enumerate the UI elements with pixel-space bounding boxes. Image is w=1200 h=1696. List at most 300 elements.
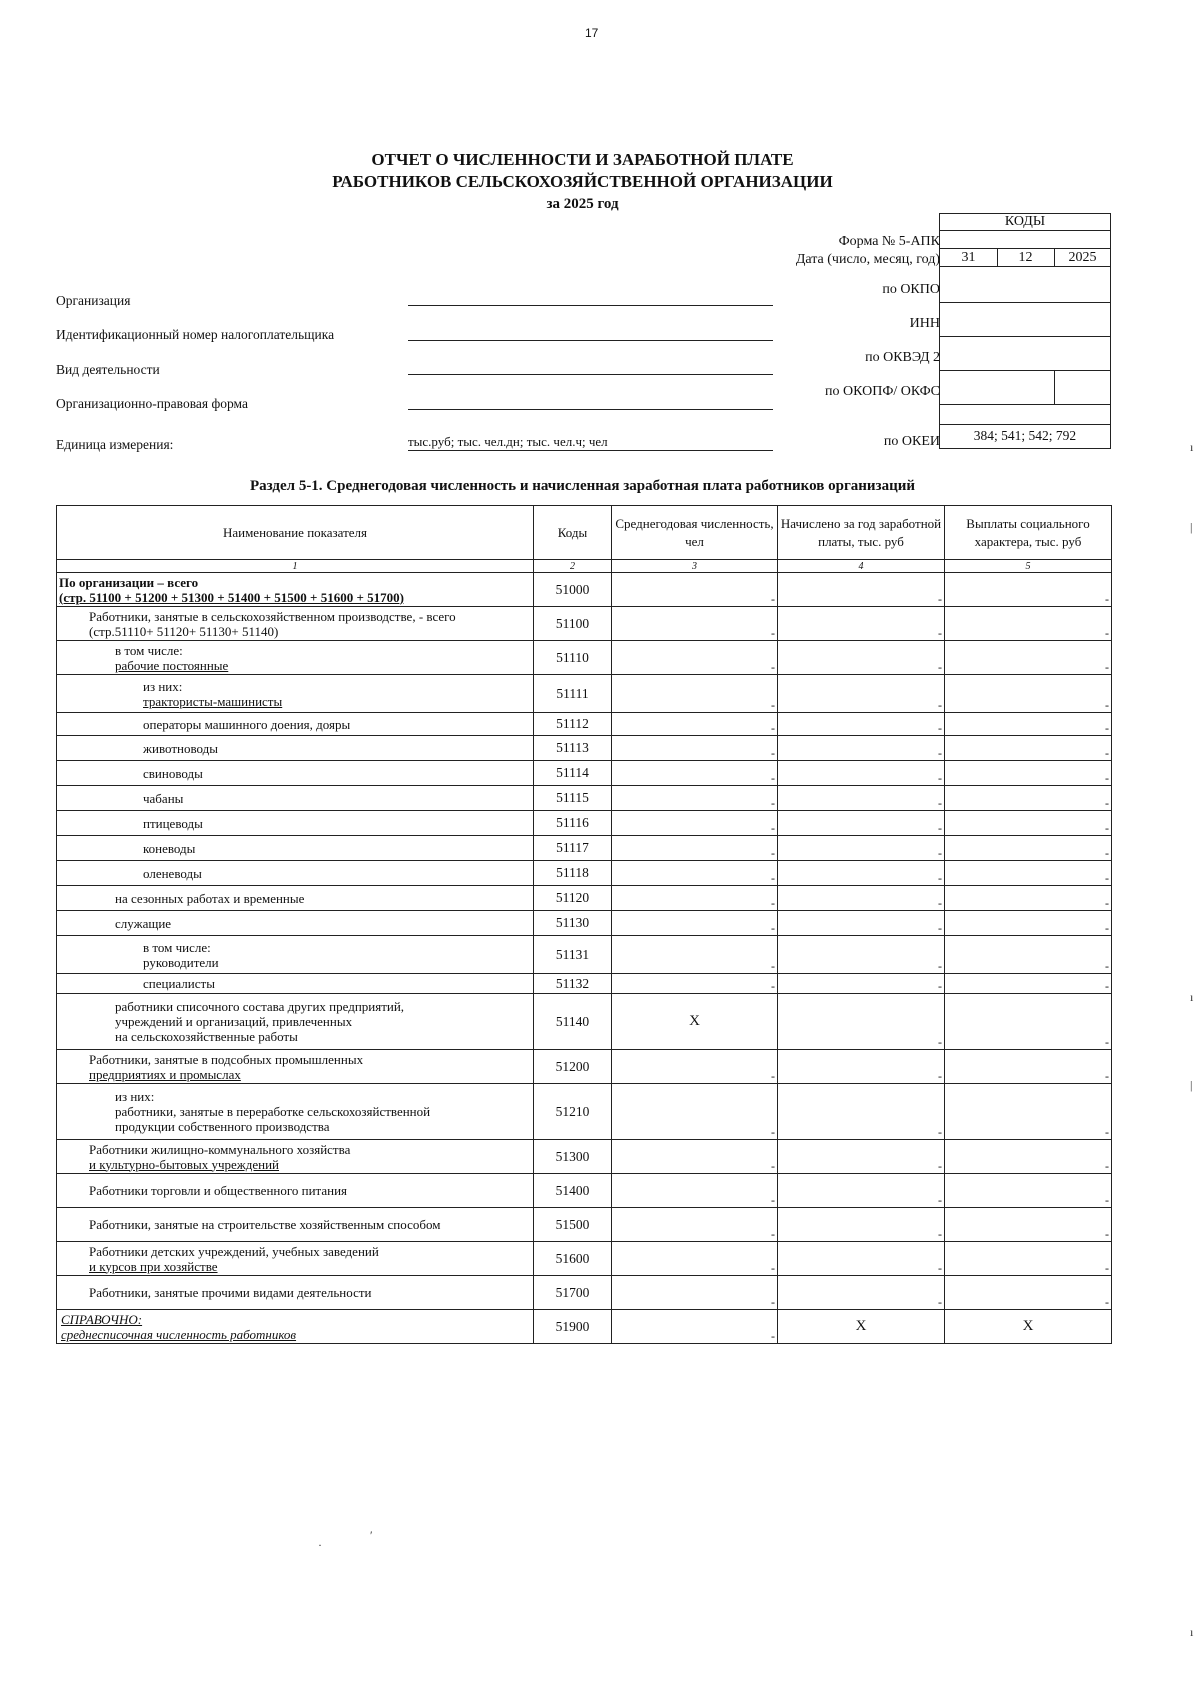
row-name-line: продукции собственного производства	[115, 1119, 330, 1134]
empty-value: -	[771, 821, 775, 835]
codes-header: КОДЫ	[940, 214, 1110, 231]
value-cell[interactable]	[612, 1242, 778, 1276]
okpo-cell[interactable]	[940, 267, 1110, 303]
empty-value: -	[938, 771, 942, 785]
empty-value: -	[771, 921, 775, 935]
empty-value: -	[771, 721, 775, 735]
row-code: 51132	[534, 974, 612, 994]
empty-value: -	[1105, 721, 1109, 735]
legal-form-field[interactable]	[408, 393, 773, 410]
row-name	[57, 1208, 534, 1242]
value-cell[interactable]	[945, 786, 1112, 811]
row-name-line: и культурно-бытовых учреждений	[89, 1156, 280, 1172]
value-cell[interactable]	[778, 994, 945, 1050]
value-cell[interactable]	[778, 786, 945, 811]
empty-value: -	[1105, 1193, 1109, 1207]
row-code: 51111	[534, 675, 612, 713]
table-row	[57, 607, 1112, 641]
okopf-label: по ОКОПФ/ ОКФС	[825, 384, 940, 399]
value-cell[interactable]	[778, 1208, 945, 1242]
value-cell[interactable]	[778, 761, 945, 786]
empty-value: -	[938, 796, 942, 810]
table-row	[57, 861, 1112, 886]
row-code: 51300	[534, 1140, 612, 1174]
row-name-line: чабаны	[143, 790, 184, 806]
empty-value: -	[938, 921, 942, 935]
section-table	[56, 505, 1112, 1344]
codes-box	[939, 213, 1111, 449]
row-name-line: (стр.51110+ 51120+ 51130+ 51140)	[89, 623, 279, 639]
value-cell[interactable]	[778, 1050, 945, 1084]
inn-label: ИНН	[909, 316, 940, 331]
table-row	[57, 1208, 1112, 1242]
value-cell[interactable]	[945, 1242, 1112, 1276]
empty-value: -	[1105, 746, 1109, 760]
value-cell[interactable]	[612, 1208, 778, 1242]
page-number: 17	[585, 26, 599, 40]
empty-value: -	[938, 746, 942, 760]
empty-value: -	[1105, 1227, 1109, 1241]
table-row	[57, 736, 1112, 761]
row-name-line: в том числе:	[143, 939, 211, 955]
value-cell[interactable]	[612, 1310, 778, 1344]
value-cell[interactable]	[945, 713, 1112, 736]
value-cell[interactable]	[612, 786, 778, 811]
row-name	[57, 1242, 534, 1276]
okopf-cell[interactable]	[940, 371, 1110, 405]
value-cell[interactable]	[612, 1084, 778, 1140]
empty-value: -	[1105, 1035, 1109, 1049]
okved-label: по ОКВЭД 2	[865, 350, 940, 365]
form-label: Форма № 5-АПК	[838, 234, 940, 249]
empty-value: -	[771, 1329, 775, 1343]
empty-value: -	[771, 1159, 775, 1173]
value-cell[interactable]	[945, 1084, 1112, 1140]
okved-cell[interactable]	[940, 337, 1110, 371]
value-cell[interactable]	[778, 675, 945, 713]
value-cell[interactable]	[945, 1174, 1112, 1208]
row-code: 51600	[534, 1242, 612, 1276]
activity-field[interactable]	[408, 358, 773, 375]
legal-form-label: Организационно-правовая форма	[56, 396, 248, 411]
header-name: Наименование показателя	[57, 506, 534, 560]
empty-value: -	[938, 721, 942, 735]
row-name-line: свиноводы	[143, 765, 203, 781]
row-name-line: коневоды	[143, 840, 196, 856]
date-month: 12	[997, 249, 1055, 266]
empty-value: -	[1105, 1069, 1109, 1083]
value-cell[interactable]	[945, 994, 1112, 1050]
value-cell[interactable]	[612, 1140, 778, 1174]
na-mark: X	[689, 1013, 700, 1029]
inn-cell[interactable]	[940, 303, 1110, 337]
value-cell[interactable]	[945, 974, 1112, 994]
row-name-line: из них:	[115, 1089, 155, 1104]
organization-label: Организация	[56, 293, 131, 308]
row-code: 51200	[534, 1050, 612, 1084]
empty-value: -	[771, 746, 775, 760]
row-name	[57, 836, 534, 861]
empty-value: -	[938, 871, 942, 885]
row-name-line: работники списочного состава других предприятий,	[115, 999, 405, 1014]
row-code: 51100	[534, 607, 612, 641]
value-cell[interactable]	[778, 1084, 945, 1140]
empty-value: -	[938, 1261, 942, 1275]
row-name	[57, 1276, 534, 1310]
scan-mark: |	[1190, 520, 1193, 534]
empty-value: -	[771, 846, 775, 860]
empty-value: -	[938, 896, 942, 910]
value-cell[interactable]	[778, 936, 945, 974]
report-year: за 2025 год	[546, 196, 619, 212]
col-number: 4	[778, 560, 945, 573]
row-name-line: СПРАВОЧНО:	[61, 1311, 143, 1327]
row-name	[57, 713, 534, 736]
row-name	[57, 1174, 534, 1208]
empty-value: -	[1105, 796, 1109, 810]
table-row	[57, 675, 1112, 713]
row-name	[57, 1050, 534, 1084]
value-cell[interactable]	[945, 811, 1112, 836]
value-cell[interactable]	[945, 1208, 1112, 1242]
row-name-line: из них:	[143, 678, 183, 694]
row-name-line: на сельскохозяйственные работы	[115, 1029, 298, 1044]
header-social: Выплаты социального характера, тыс. руб	[945, 506, 1112, 560]
table-row	[57, 1140, 1112, 1174]
row-code: 51113	[534, 736, 612, 761]
table-row	[57, 836, 1112, 861]
empty-value: -	[938, 1035, 942, 1049]
empty-value: -	[771, 1227, 775, 1241]
empty-value: -	[771, 796, 775, 810]
row-name-line: в том числе:	[115, 642, 183, 658]
row-code: 51120	[534, 886, 612, 911]
value-cell[interactable]	[945, 861, 1112, 886]
row-name	[57, 811, 534, 836]
okpo-label: по ОКПО	[882, 282, 940, 297]
scan-mark: ı	[1190, 440, 1194, 454]
table-row	[57, 911, 1112, 936]
row-name	[57, 736, 534, 761]
row-code: 51114	[534, 761, 612, 786]
value-cell[interactable]	[778, 974, 945, 994]
table-row	[57, 761, 1112, 786]
row-name-line: на сезонных работах и временные	[115, 890, 305, 906]
row-name-line: Работники детских учреждений, учебных заведений	[89, 1243, 379, 1259]
empty-value: -	[771, 592, 775, 606]
row-name	[57, 641, 534, 675]
na-mark: X	[855, 1318, 867, 1334]
row-name	[57, 1084, 534, 1140]
value-cell[interactable]	[612, 911, 778, 936]
table-row	[57, 1242, 1112, 1276]
row-code: 51112	[534, 713, 612, 736]
table-row	[57, 1174, 1112, 1208]
value-cell-na[interactable]	[945, 1310, 1112, 1344]
empty-value: -	[771, 660, 775, 674]
table-row	[57, 573, 1112, 607]
table-row	[57, 886, 1112, 911]
value-cell[interactable]	[778, 811, 945, 836]
table-row	[57, 994, 1112, 1050]
value-cell[interactable]	[778, 861, 945, 886]
row-name-line: служащие	[115, 915, 172, 931]
value-cell[interactable]	[778, 886, 945, 911]
value-cell[interactable]	[612, 641, 778, 675]
row-name-line: Работники, занятые в сельскохозяйственном производстве, - всего	[89, 608, 456, 624]
scan-mark: ·	[318, 1538, 322, 1552]
value-cell[interactable]	[612, 607, 778, 641]
empty-value: -	[1105, 660, 1109, 674]
unit-value: тыс.руб; тыс. чел.дн; тыс. чел.ч; чел	[408, 434, 608, 449]
value-cell[interactable]	[778, 713, 945, 736]
empty-value: -	[771, 1261, 775, 1275]
value-cell[interactable]	[612, 886, 778, 911]
table-row	[57, 786, 1112, 811]
row-name	[57, 936, 534, 974]
value-cell[interactable]	[945, 761, 1112, 786]
value-cell[interactable]	[612, 861, 778, 886]
row-name	[57, 886, 534, 911]
empty-value: -	[771, 1125, 775, 1139]
empty-value: -	[1105, 771, 1109, 785]
okopf-divider	[1054, 371, 1055, 404]
value-cell[interactable]	[778, 736, 945, 761]
value-cell[interactable]	[945, 573, 1112, 607]
row-name	[57, 1310, 534, 1344]
row-name-line: работники, занятые в переработке сельскохозяйственной	[115, 1104, 431, 1119]
row-name	[57, 861, 534, 886]
value-cell[interactable]	[778, 607, 945, 641]
value-cell[interactable]	[612, 936, 778, 974]
row-name-line: и курсов при хозяйстве	[89, 1258, 218, 1274]
row-name	[57, 911, 534, 936]
report-title-line-2: РАБОТНИКОВ СЕЛЬСКОХОЗЯЙСТВЕННОЙ ОРГАНИЗАЦИИ	[332, 172, 833, 191]
unit-field[interactable]	[408, 434, 773, 451]
empty-value: -	[771, 626, 775, 640]
row-name	[57, 786, 534, 811]
row-code: 51000	[534, 573, 612, 607]
value-cell[interactable]	[945, 607, 1112, 641]
okei-value: 384; 541; 542; 792	[973, 428, 1077, 443]
row-name	[57, 994, 534, 1050]
na-mark: X	[1022, 1318, 1034, 1334]
scan-mark: ı	[1190, 1625, 1194, 1639]
row-code: 51900	[534, 1310, 612, 1344]
empty-value: -	[938, 821, 942, 835]
value-cell[interactable]	[612, 675, 778, 713]
row-code: 51118	[534, 861, 612, 886]
empty-value: -	[1105, 592, 1109, 606]
empty-value: -	[1105, 921, 1109, 935]
empty-value: -	[771, 1069, 775, 1083]
row-code: 51131	[534, 936, 612, 974]
col-number: 1	[57, 560, 534, 573]
row-name-line: птицеводы	[143, 815, 203, 831]
date-year: 2025	[1068, 250, 1097, 265]
empty-value: -	[938, 698, 942, 712]
organization-field[interactable]	[408, 289, 773, 306]
inn-field-label: Идентификационный номер налогоплательщика	[56, 327, 335, 342]
scan-mark: |	[1190, 1078, 1193, 1092]
empty-value: -	[771, 959, 775, 973]
row-name-line: руководители	[143, 954, 219, 970]
empty-value: -	[938, 626, 942, 640]
row-name-line: Работники, занятые прочими видами деятельности	[89, 1285, 372, 1300]
scan-mark: ı	[1190, 990, 1194, 1004]
empty-value: -	[1105, 1125, 1109, 1139]
value-cell[interactable]	[612, 811, 778, 836]
empty-value: -	[771, 698, 775, 712]
value-cell[interactable]	[612, 1050, 778, 1084]
row-name	[57, 1140, 534, 1174]
row-code: 51500	[534, 1208, 612, 1242]
row-name	[57, 761, 534, 786]
empty-value: -	[938, 1125, 942, 1139]
table-row	[57, 811, 1112, 836]
row-code: 51400	[534, 1174, 612, 1208]
activity-label: Вид деятельности	[56, 362, 160, 377]
value-cell[interactable]	[612, 736, 778, 761]
value-cell[interactable]	[778, 911, 945, 936]
row-code: 51117	[534, 836, 612, 861]
col-number: 3	[612, 560, 778, 573]
empty-value: -	[1105, 626, 1109, 640]
empty-value: -	[938, 1295, 942, 1309]
empty-value: -	[1105, 871, 1109, 885]
row-name-line: оленеводы	[143, 865, 202, 881]
value-cell[interactable]	[778, 1140, 945, 1174]
empty-value: -	[1105, 1295, 1109, 1309]
date-cells	[940, 249, 1110, 267]
empty-value: -	[1105, 1159, 1109, 1173]
row-name-line: рабочие постоянные	[115, 657, 229, 673]
row-name	[57, 974, 534, 994]
header-avg: Среднегодовая численность, чел	[612, 506, 778, 560]
empty-value: -	[771, 771, 775, 785]
value-cell[interactable]	[612, 836, 778, 861]
empty-value: -	[938, 1069, 942, 1083]
table-row	[57, 1050, 1112, 1084]
value-cell[interactable]	[778, 1276, 945, 1310]
value-cell[interactable]	[612, 1276, 778, 1310]
value-cell[interactable]	[945, 911, 1112, 936]
table-row	[57, 641, 1112, 675]
empty-value: -	[1105, 959, 1109, 973]
row-name-line: Работники, занятые в подсобных промышленных	[89, 1051, 364, 1067]
row-name-line: Работники торговли и общественного питания	[89, 1183, 348, 1198]
table-row	[57, 1276, 1112, 1310]
empty-value: -	[938, 660, 942, 674]
row-name	[57, 607, 534, 641]
value-cell[interactable]	[945, 1276, 1112, 1310]
value-cell[interactable]	[612, 974, 778, 994]
value-cell-na[interactable]	[612, 994, 778, 1050]
empty-value: -	[771, 896, 775, 910]
row-code: 51115	[534, 786, 612, 811]
empty-value: -	[938, 846, 942, 860]
row-code: 51116	[534, 811, 612, 836]
value-cell[interactable]	[945, 936, 1112, 974]
empty-value: -	[771, 1295, 775, 1309]
value-cell[interactable]	[778, 641, 945, 675]
header-code: Коды	[534, 506, 612, 560]
value-cell[interactable]	[945, 1050, 1112, 1084]
value-cell[interactable]	[612, 573, 778, 607]
row-code: 51210	[534, 1084, 612, 1140]
empty-value: -	[1105, 821, 1109, 835]
row-name-line: Работники, занятые на строительстве хозяйственным способом	[89, 1217, 441, 1232]
value-cell[interactable]	[778, 1242, 945, 1276]
empty-value: -	[938, 1193, 942, 1207]
table-row	[57, 974, 1112, 994]
row-name-line: среднесписочная численность работников	[61, 1326, 297, 1342]
row-name-line: специалисты	[143, 976, 215, 991]
empty-value: -	[1105, 1261, 1109, 1275]
row-name	[57, 573, 534, 607]
empty-value: -	[938, 979, 942, 993]
date-day: 31	[940, 249, 998, 266]
inn-field[interactable]	[408, 324, 773, 341]
col-number: 5	[945, 560, 1112, 573]
value-cell[interactable]	[945, 675, 1112, 713]
value-cell[interactable]	[945, 641, 1112, 675]
table-row	[57, 936, 1112, 974]
report-title-line-1: ОТЧЕТ О ЧИСЛЕННОСТИ И ЗАРАБОТНОЙ ПЛАТЕ	[371, 150, 794, 169]
empty-value: -	[771, 871, 775, 885]
value-cell[interactable]	[778, 1174, 945, 1208]
empty-value: -	[938, 1159, 942, 1173]
empty-value: -	[771, 979, 775, 993]
section-title: Раздел 5-1. Среднегодовая численность и начисленная заработная плата работников организаций	[249, 478, 916, 494]
scan-mark: ′	[370, 1528, 373, 1542]
col-number: 2	[534, 560, 612, 573]
okfs-spacer	[940, 405, 1110, 425]
empty-value: -	[1105, 698, 1109, 712]
row-name-line: учреждений и организаций, привлеченных	[115, 1014, 353, 1029]
header-wages: Начислено за год заработной платы, тыс. руб	[778, 506, 945, 560]
value-cell-na[interactable]	[778, 1310, 945, 1344]
row-name-line: операторы машинного доения, дояры	[143, 716, 351, 732]
value-cell[interactable]	[778, 836, 945, 861]
empty-value: -	[938, 1227, 942, 1241]
table-row	[57, 713, 1112, 736]
row-code: 51110	[534, 641, 612, 675]
row-code: 51700	[534, 1276, 612, 1310]
value-cell[interactable]	[945, 836, 1112, 861]
value-cell[interactable]	[612, 761, 778, 786]
value-cell[interactable]	[945, 1140, 1112, 1174]
row-name-line: По организации – всего	[59, 574, 199, 590]
empty-value: -	[771, 1193, 775, 1207]
row-code: 51130	[534, 911, 612, 936]
empty-value: -	[938, 959, 942, 973]
unit-label: Единица измерения:	[56, 437, 174, 452]
empty-value: -	[1105, 979, 1109, 993]
row-name-line: предприятиях и промыслах	[89, 1066, 241, 1082]
table-row	[57, 1084, 1112, 1140]
row-code: 51140	[534, 994, 612, 1050]
value-cell[interactable]	[612, 713, 778, 736]
row-name-line: трактористы-машинисты	[143, 693, 283, 709]
value-cell[interactable]	[945, 736, 1112, 761]
table-row	[57, 1310, 1112, 1344]
value-cell[interactable]	[612, 1174, 778, 1208]
empty-value: -	[938, 592, 942, 606]
value-cell[interactable]	[778, 573, 945, 607]
value-cell[interactable]	[945, 886, 1112, 911]
okei-label: по ОКЕИ	[883, 434, 940, 449]
